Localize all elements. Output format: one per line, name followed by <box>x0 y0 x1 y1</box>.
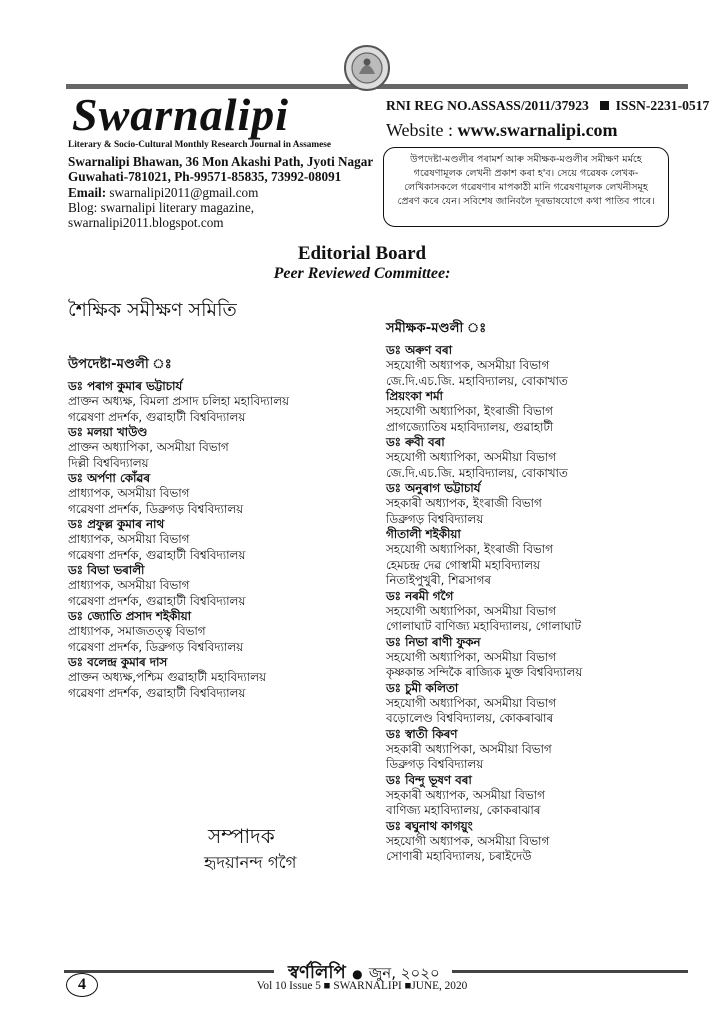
member-entry <box>386 481 582 527</box>
registration-line <box>386 98 709 114</box>
member-name: ডঃ ৰঘুনাথ কাগয়ুং <box>386 818 473 833</box>
member-affiliation: সহকাৰী অধ্যাপক, অসমীয়া বিভাগ <box>386 787 545 802</box>
member-affiliation: সোণাৰী মহাবিদ্যালয়, চৰাইদেউ <box>386 849 532 863</box>
issue-line: Vol 10 Issue 5 ■ SWARNALIPI ■JUNE, 2020 <box>256 980 468 992</box>
journal-emblem-icon <box>343 44 391 92</box>
member-affiliation: সহযোগী অধ্যাপিকা, ইংৰাজী বিভাগ <box>386 542 553 556</box>
member-affiliation: গৱেষণা প্ৰদৰ্শক, গুৱাহাটী বিশ্ববিদ্যালয় <box>68 547 246 562</box>
member-name: ডঃ অনুৰাগ ভট্টাচাৰ্য <box>386 481 481 495</box>
reviewers-list <box>386 343 582 865</box>
issn-number: ISSN-2231-0517 <box>615 98 710 113</box>
member-affiliation: প্ৰাক্তন অধ্যক্ষ, বিমলা প্ৰসাদ চলিহা মহাবিদ্যালয় <box>68 394 289 408</box>
website-line: Website : www.swarnalipi.com <box>386 120 618 140</box>
member-entry <box>386 681 582 727</box>
member-name: ডঃ চুমী কলিতা <box>386 680 459 695</box>
footer-brand: স্বৰ্ণলিপি ● জুন, ২০২০ <box>288 962 440 983</box>
member-name: প্ৰিয়ংকা শৰ্মা <box>386 389 443 403</box>
advisors-column <box>68 354 289 701</box>
member-affiliation: দিল্লী বিশ্ববিদ্যালয় <box>68 455 149 470</box>
member-entry <box>68 425 289 471</box>
member-name: ডঃ নৰমী গগৈ <box>386 588 454 603</box>
member-name: ডঃ অৰ্পণা কোঁৱৰ <box>68 471 150 485</box>
member-entry <box>386 435 582 481</box>
member-affiliation: প্ৰাধ্যাপক, সমাজতত্ত্ব বিভাগ <box>68 624 206 638</box>
member-affiliation: ডিব্ৰুগড় বিশ্ববিদ্যালয় <box>386 511 484 526</box>
member-name: গীতালী শইকীয়া <box>386 527 461 541</box>
advisors-heading: উপদেষ্টা-মণ্ডলী ঃ <box>68 357 172 372</box>
member-entry <box>68 471 289 517</box>
member-affiliation: কৃষ্ণকান্ত সন্দিকৈ ৰাজ্যিক মুক্ত বিশ্ববিদ্যালয় <box>386 665 583 679</box>
member-affiliation: গৱেষণা প্ৰদৰ্শক, ডিব্ৰুগড় বিশ্ববিদ্যালয় <box>68 501 244 516</box>
member-entry <box>386 343 582 389</box>
footer-rule <box>64 970 274 973</box>
member-entry <box>386 773 582 819</box>
member-affiliation: ডিব্ৰুগড় বিশ্ববিদ্যালয় <box>386 757 484 771</box>
member-affiliation: সহযোগী অধ্যাপক, অসমীয়া বিভাগ <box>386 833 550 848</box>
journal-subtitle: Literary & Socio-Cultural Monthly Research Journal in Assamese <box>68 140 331 150</box>
advisors-list <box>68 379 289 701</box>
member-affiliation: প্ৰাক্তন অধ্যক্ষ,পশ্চিম গুৱাহাটী মহাবিদ্যালয় <box>68 670 266 684</box>
member-affiliation: প্ৰাধ্যাপক, অসমীয়া বিভাগ <box>68 486 190 500</box>
reviewers-column <box>386 318 582 865</box>
member-name: ডঃ জ্যোতি প্ৰসাদ শইকীয়া <box>68 609 192 623</box>
member-affiliation: গোলাঘাট বাণিজ্য মহাবিদ্যালয়, গোলাঘাট <box>386 619 581 633</box>
member-entry <box>386 727 582 773</box>
member-affiliation: প্ৰাধ্যাপক, অসমীয়া বিভাগ <box>68 578 190 592</box>
blog-line-2: swarnalipi2011.blogspot.com <box>68 215 224 230</box>
rni-number: RNI REG NO.ASSASS/2011/37923 <box>386 98 589 113</box>
member-affiliation: সহযোগী অধ্যাপিকা, অসমীয়া বিভাগ <box>386 695 556 710</box>
academic-committee-title: শৈক্ষিক সমীক্ষণ সমিতি <box>68 299 237 321</box>
member-entry <box>68 609 289 655</box>
member-name: ডঃ বিভা ভৰালী <box>68 563 145 577</box>
member-entry <box>386 819 582 865</box>
website-link[interactable]: www.swarnalipi.com <box>457 120 618 140</box>
editor-name: হৃদয়ানন্দ গগৈ <box>204 853 297 872</box>
member-affiliation: সহযোগী অধ্যাপিকা, অসমীয়া বিভাগ <box>386 603 556 618</box>
member-affiliation: বাণিজ্য মহাবিদ্যালয়, কোকৰাঝাৰ <box>386 803 541 817</box>
member-affiliation: সহযোগী অধ্যাপক, অসমীয়া বিভাগ <box>386 358 550 372</box>
email-line: Email: swarnalipi2011@gmail.com <box>68 185 259 200</box>
member-entry <box>386 635 582 681</box>
member-entry <box>68 563 289 609</box>
member-entry <box>386 527 582 589</box>
member-affiliation: সহযোগী অধ্যাপিকা, অসমীয়া বিভাগ <box>386 649 556 664</box>
member-entry <box>68 517 289 563</box>
footer-rule <box>452 970 688 973</box>
member-entry <box>386 589 582 635</box>
page-number: 4 <box>66 973 98 997</box>
member-entry <box>68 655 289 701</box>
reviewers-heading: সমীক্ষক-মণ্ডলী ঃ <box>386 321 487 336</box>
member-affiliation: সহকাৰী অধ্যাপক, ইংৰাজী বিভাগ <box>386 496 542 510</box>
member-name: ডঃ প্ৰফুল্ল কুমাৰ নাথ <box>68 517 165 531</box>
member-affiliation: গৱেষণা প্ৰদৰ্শক, গুৱাহাটী বিশ্ববিদ্যালয় <box>68 593 246 608</box>
member-affiliation: প্ৰাধ্যাপক, অসমীয়া বিভাগ <box>68 532 190 546</box>
member-name: ডঃ পৰাগ কুমাৰ ভট্টাচাৰ্য <box>68 379 183 393</box>
member-affiliation: জে.দি.এচ.জি. মহাবিদ্যালয়, বোকাখাত <box>386 465 568 480</box>
member-affiliation: গৱেষণা প্ৰদৰ্শক, গুৱাহাটী বিশ্ববিদ্যালয় <box>68 685 246 700</box>
peer-committee-subtitle: Peer Reviewed Committee: <box>273 265 451 282</box>
member-affiliation: সহযোগী অধ্যাপিকা, ইংৰাজী বিভাগ <box>386 404 553 418</box>
submission-notice: উপদেষ্টা-মণ্ডলীৰ পৰামৰ্শ আৰু সমীক্ষক-মণ্ডলীৰ সমীক্ষণ মৰ্মহে গৱেষণামূলক লেখনী প্ৰকাশ কৰা হ'ব। সেয়ে গৱেষক লেখক-লেখিকাসকলে গৱেষণাৰ মাপকাঠী মানি গৱেষণামূলক লেখনীসমূহ প্ৰেৰণ কৰে যেন। সবিশেষ জানিবলৈ দূৰভাষযোগে কথা পাতিব পাৰে। <box>383 147 669 227</box>
address-line-2: Guwahati-781021, Ph-99571-85835, 73992-08091 <box>68 169 342 184</box>
member-affiliation: নিতাইপুখুৰী, শিৱসাগৰ <box>386 573 491 587</box>
editor-title: সম্পাদক <box>208 824 275 848</box>
address-line-1: Swarnalipi Bhawan, 36 Mon Akashi Path, Jyoti Nagar <box>68 154 374 169</box>
member-name: ডঃ অৰুণ বৰা <box>386 343 453 357</box>
blog-line-1: Blog: swarnalipi literary magazine, <box>68 200 255 215</box>
member-affiliation: গৱেষণা প্ৰদৰ্শক, গুৱাহাটী বিশ্ববিদ্যালয় <box>68 409 246 424</box>
member-name: ডঃ নিভা ৰাণী ফুকন <box>386 634 481 649</box>
brand-title: Swarnalipi <box>72 89 290 140</box>
member-name: ডঃ মলয়া খাউণ্ড <box>68 425 148 439</box>
member-name: ডঃ ৰুবী বৰা <box>386 435 445 449</box>
member-affiliation: হেমচন্দ্ৰ দেৱ গোস্বামী মহাবিদ্যালয় <box>386 557 540 572</box>
member-affiliation: প্ৰাগজ্যোতিষ মহাবিদ্যালয়, গুৱাহাটী <box>386 419 554 434</box>
editorial-board-title: Editorial Board <box>297 243 427 264</box>
member-affiliation: সহযোগী অধ্যাপিকা, অসমীয়া বিভাগ <box>386 450 556 464</box>
member-name: ডঃ বলেন্দ্ৰ কুমাৰ দাস <box>68 655 168 669</box>
member-affiliation: জে.দি.এচ.জি. মহাবিদ্যালয়, বোকাখাত <box>386 373 568 388</box>
member-affiliation: প্ৰাক্তন অধ্যাপিকা, অসমীয়া বিভাগ <box>68 440 229 454</box>
member-affiliation: বড়োলেণ্ড বিশ্ববিদ্যালয়, কোকৰাঝাৰ <box>386 711 554 725</box>
member-affiliation: গৱেষণা প্ৰদৰ্শক, ডিব্ৰুগড় বিশ্ববিদ্যালয় <box>68 639 244 654</box>
member-entry <box>68 379 289 425</box>
member-name: ডঃ স্বাতী কিৰণ <box>386 726 458 741</box>
square-bullet-icon <box>600 101 609 110</box>
member-affiliation: সহকাৰী অধ্যাপিকা, অসমীয়া বিভাগ <box>386 741 552 756</box>
bullet-icon: ● <box>352 967 363 981</box>
member-entry <box>386 389 582 435</box>
member-name: ডঃ বিন্দু ভূষণ বৰা <box>386 772 472 787</box>
